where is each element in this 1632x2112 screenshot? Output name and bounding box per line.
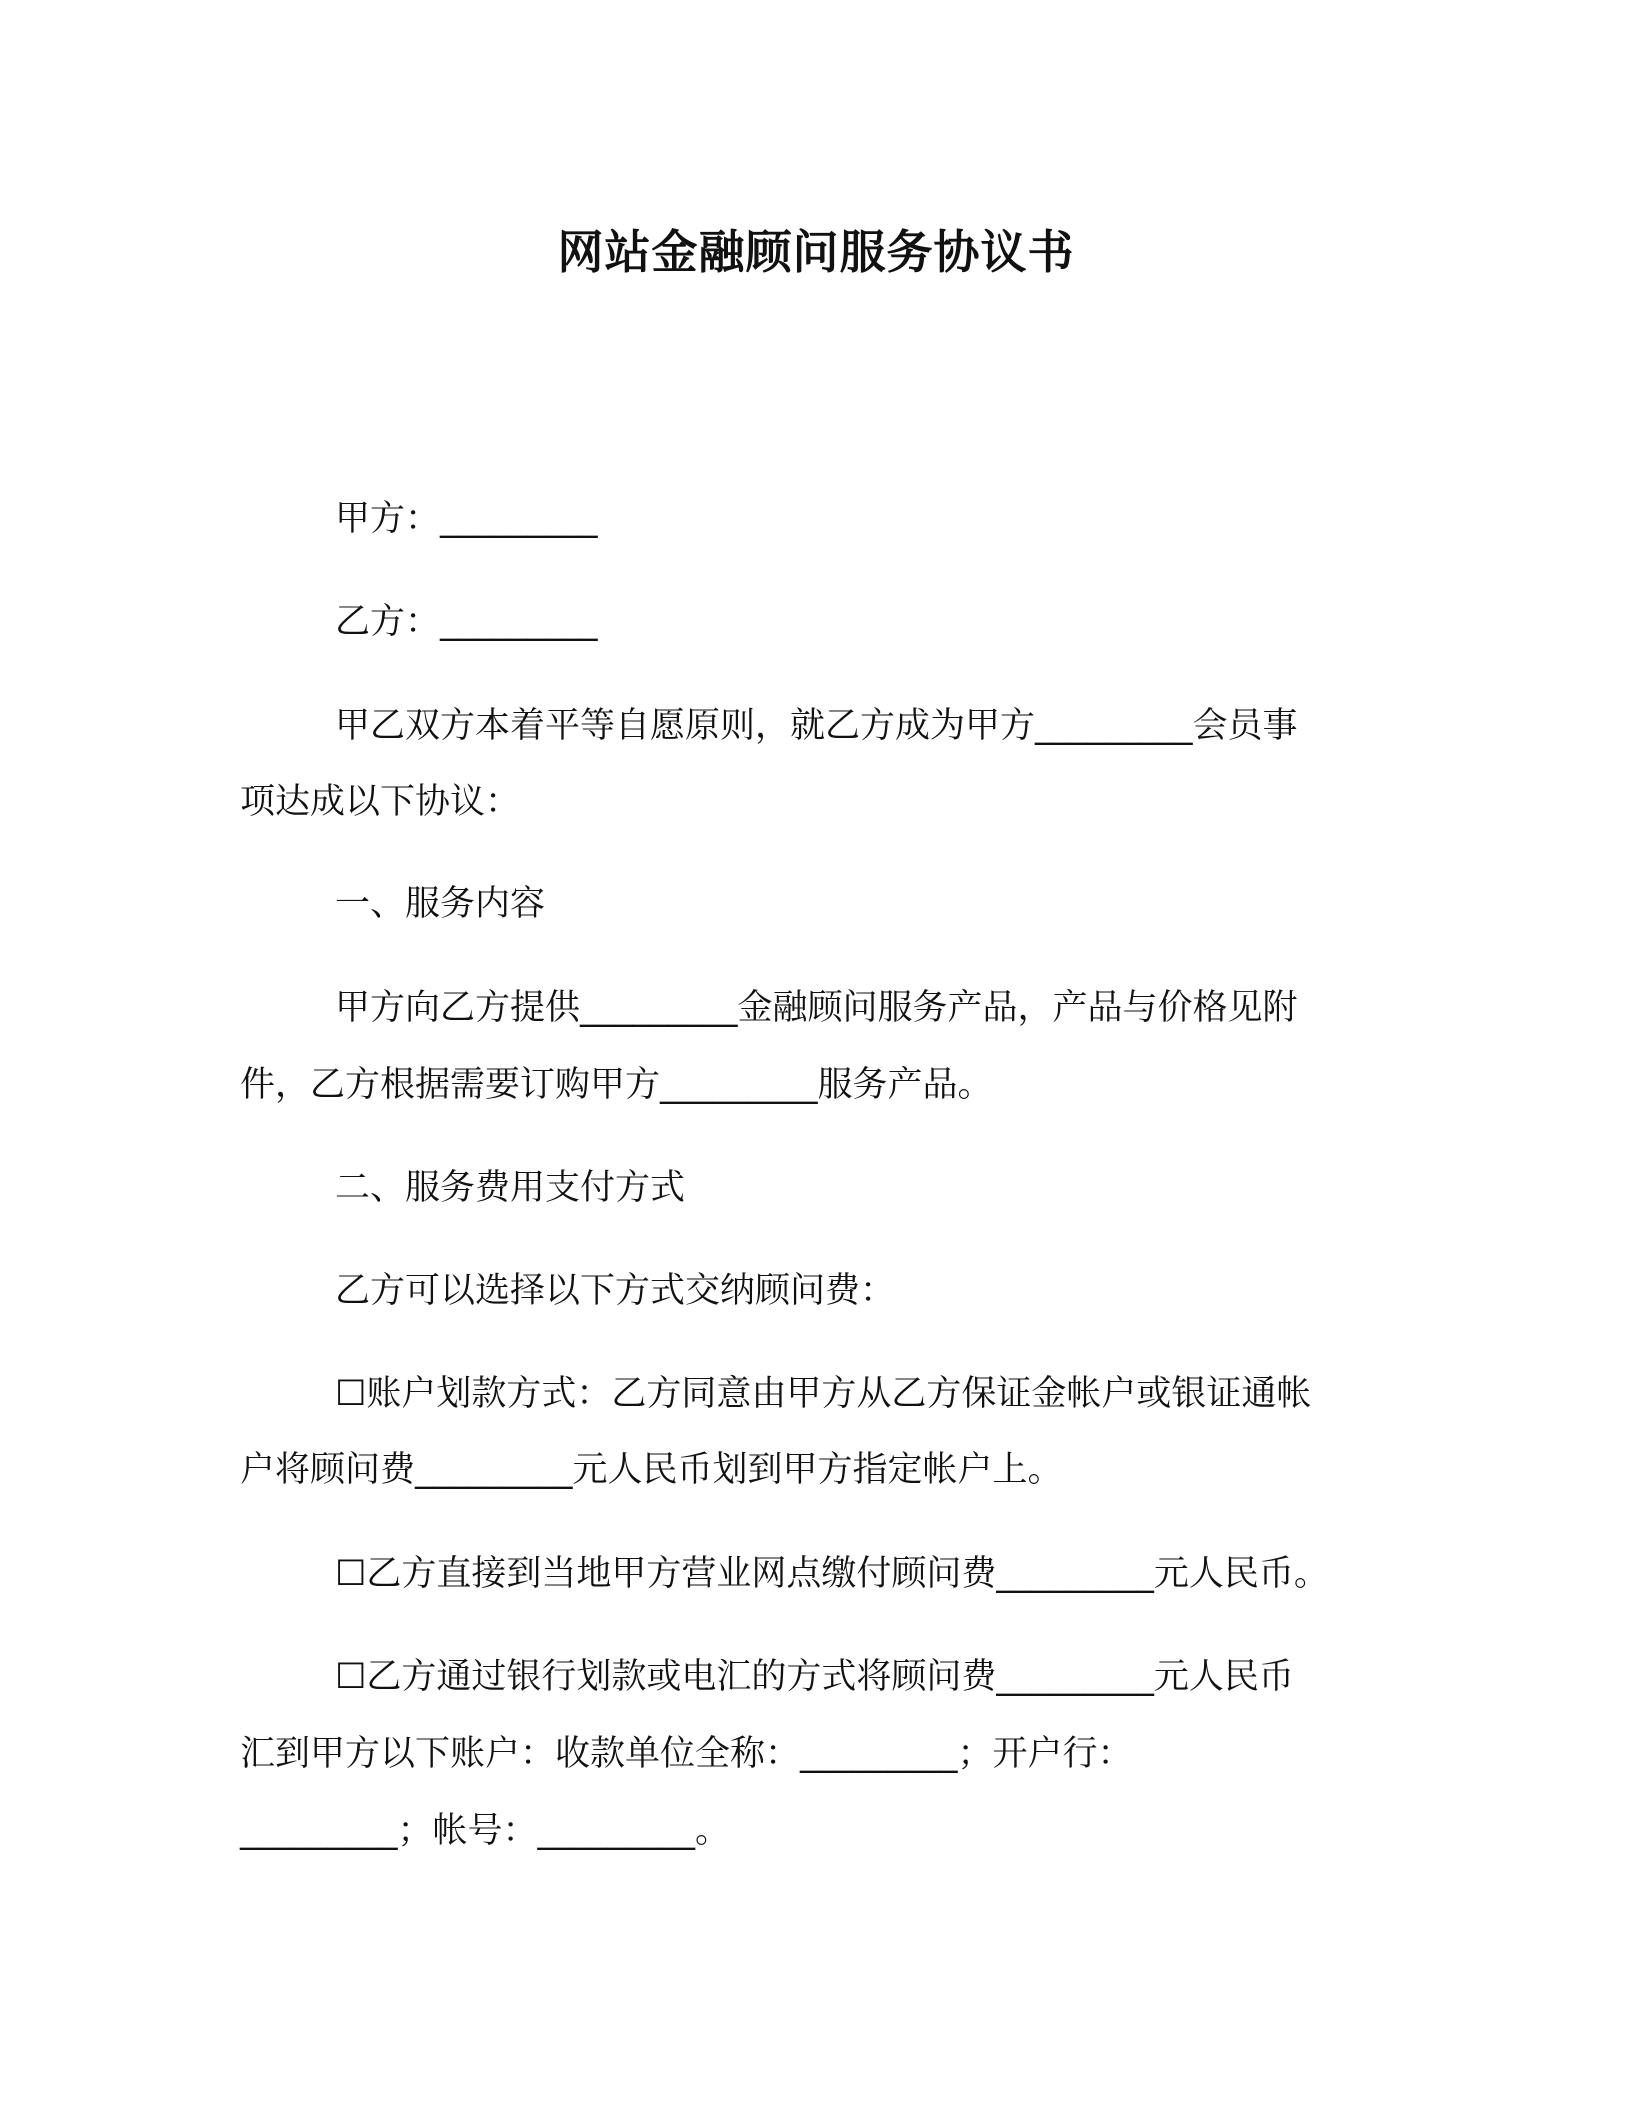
section-1-paragraph-line-1: 甲方向乙方提供_________金融顾问服务产品，产品与价格见附	[335, 988, 1298, 1028]
payment-option-1-line-1: ☐账户划款方式：乙方同意由甲方从乙方保证金帐户或银证通帐	[335, 1374, 1312, 1414]
party-a-line: 甲方：_________	[335, 499, 598, 539]
payment-option-3-line-1: ☐乙方通过银行划款或电汇的方式将顾问费_________元人民币	[335, 1657, 1294, 1697]
intro-paragraph-line-2: 项达成以下协议：	[240, 782, 521, 822]
payment-option-3-line-3: _________；帐号：_________。	[240, 1811, 731, 1851]
document-title: 网站金融顾问服务协议书	[557, 225, 1075, 279]
section-1-heading: 一、服务内容	[335, 884, 546, 924]
intro-paragraph-line-1: 甲乙双方本着平等自愿原则，就乙方成为甲方_________会员事	[335, 706, 1298, 746]
party-b-line: 乙方：_________	[335, 602, 598, 642]
payment-option-2-line-1: ☐乙方直接到当地甲方营业网点缴付顾问费_________元人民币。	[335, 1554, 1329, 1594]
payment-option-3-line-2: 汇到甲方以下账户：收款单位全称：_________；开户行：	[240, 1734, 1133, 1774]
section-2-intro: 乙方可以选择以下方式交纳顾问费：	[335, 1271, 896, 1311]
section-2-heading: 二、服务费用支付方式	[335, 1168, 686, 1208]
section-1-paragraph-line-2: 件，乙方根据需要订购甲方_________服务产品。	[240, 1065, 993, 1105]
payment-option-1-line-2: 户将顾问费_________元人民币划到甲方指定帐户上。	[240, 1450, 1063, 1490]
